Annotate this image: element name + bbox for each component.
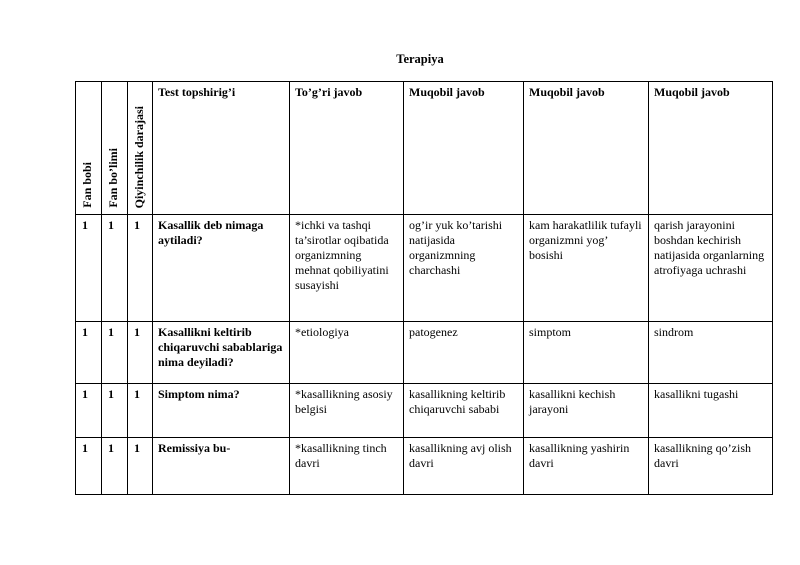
cell-bolim: 1 xyxy=(102,322,128,384)
cell-test: Kasallikni keltirib chiqaruvchi sabablariga nima deyiladi? xyxy=(153,322,290,384)
cell-togri: *ichki va tashqi ta’sirotlar oqibatida organizmning mehnat qobiliyatini susayishi xyxy=(290,215,404,322)
header-fan-bolimi: Fan bo’limi xyxy=(102,82,128,215)
table-row xyxy=(76,438,773,495)
cell-muqobil-2: kam harakatlilik tufayli organizmni yog’ bosishi xyxy=(524,215,649,322)
cell-muqobil-1: og’ir yuk ko’tarishi natijasida organizmning charchashi xyxy=(404,215,524,322)
cell-muqobil-3: kasallikni tugashi xyxy=(649,384,773,438)
cell-muqobil-2: simptom xyxy=(524,322,649,384)
cell-togri: *kasallikning tinch davri xyxy=(290,438,404,495)
cell-bob: 1 xyxy=(76,438,102,495)
header-togri-javob: To’g’ri javob xyxy=(290,82,404,215)
cell-bob: 1 xyxy=(76,322,102,384)
cell-bob: 1 xyxy=(76,215,102,322)
cell-test: Kasallik deb nimaga aytiladi? xyxy=(153,215,290,322)
header-qiyinchilik: Qiyinchilik darajasi xyxy=(128,82,153,215)
cell-bolim: 1 xyxy=(102,384,128,438)
cell-muqobil-1: kasallikning avj olish davri xyxy=(404,438,524,495)
table-row xyxy=(76,322,773,384)
cell-test: Simptom nima? xyxy=(153,384,290,438)
header-fan-bobi: Fan bobi xyxy=(76,82,102,215)
cell-daraja: 1 xyxy=(128,322,153,384)
cell-muqobil-3: qarish jarayonini boshdan kechirish natijasida organlarning atrofiyaga uchrashi xyxy=(649,215,773,322)
cell-muqobil-1: kasallikning keltirib chiqaruvchi sababi xyxy=(404,384,524,438)
cell-daraja: 1 xyxy=(128,438,153,495)
cell-daraja: 1 xyxy=(128,215,153,322)
cell-daraja: 1 xyxy=(128,384,153,438)
test-table xyxy=(75,81,773,495)
header-muqobil-3: Muqobil javob xyxy=(649,82,773,215)
cell-muqobil-2: kasallikni kechish jarayoni xyxy=(524,384,649,438)
table-row xyxy=(76,215,773,322)
header-muqobil-2: Muqobil javob xyxy=(524,82,649,215)
header-test: Test topshirig’i xyxy=(153,82,290,215)
header-row xyxy=(76,82,773,215)
cell-test: Remissiya bu- xyxy=(153,438,290,495)
cell-togri: *kasallikning asosiy belgisi xyxy=(290,384,404,438)
header-muqobil-1: Muqobil javob xyxy=(404,82,524,215)
cell-muqobil-1: patogenez xyxy=(404,322,524,384)
table-row xyxy=(76,384,773,438)
cell-muqobil-3: kasallikning qo’zish davri xyxy=(649,438,773,495)
document-title: Terapiya xyxy=(396,52,444,66)
cell-muqobil-3: sindrom xyxy=(649,322,773,384)
cell-togri: *etiologiya xyxy=(290,322,404,384)
cell-bolim: 1 xyxy=(102,438,128,495)
cell-bob: 1 xyxy=(76,384,102,438)
cell-muqobil-2: kasallikning yashirin davri xyxy=(524,438,649,495)
cell-bolim: 1 xyxy=(102,215,128,322)
